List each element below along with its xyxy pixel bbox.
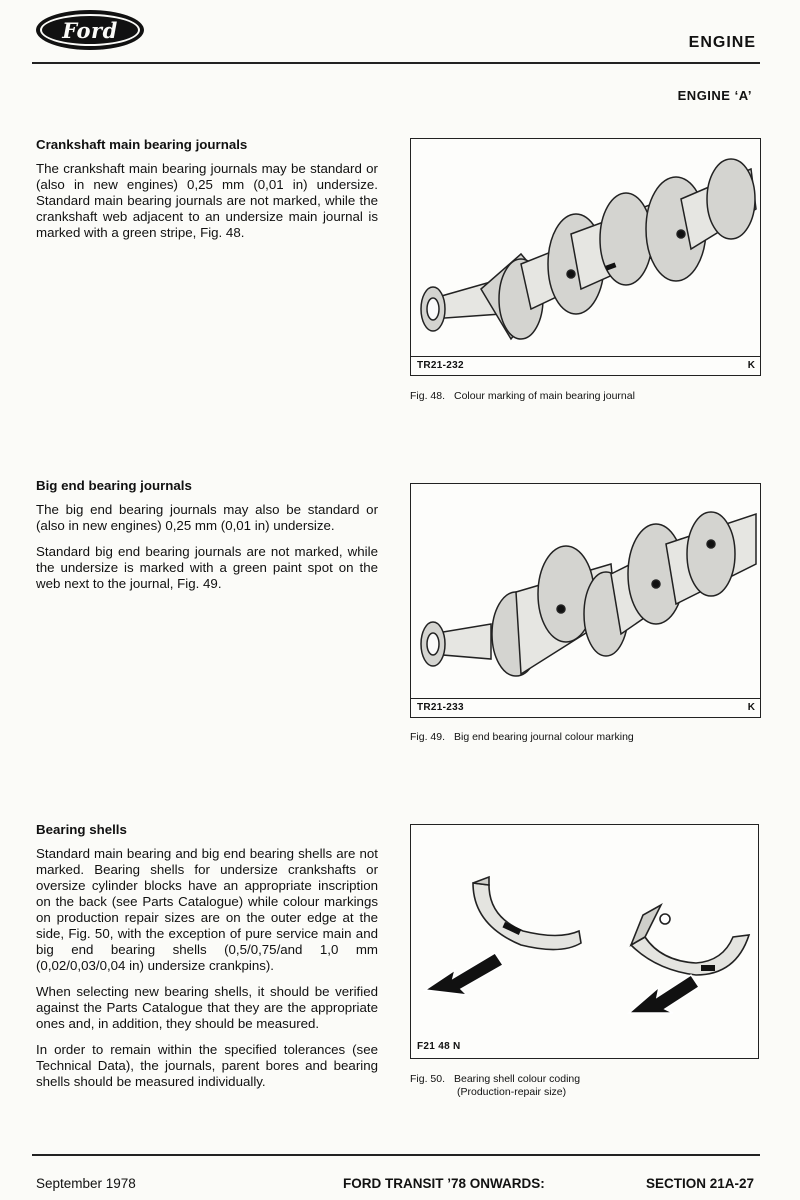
bearing-shells-drawing [411, 825, 758, 1058]
main-bearing-section [36, 137, 378, 251]
big-end-section [36, 478, 378, 602]
fig50-number: Fig. 50. [410, 1073, 446, 1085]
bearing-shells-paragraph-3: In order to remain within the specified tolerances (see Technical Data), the journals, parent bores and bearing shells should be measured individually. [36, 1042, 378, 1089]
subsection-title: ENGINE ‘A’ [677, 88, 752, 103]
fig49-caption [410, 731, 759, 744]
footer-rule [32, 1154, 760, 1156]
big-end-paragraph-2: Standard big end bearing journals are not marked, while the undersize is marked with a green paint spot on the web next to the journal, Fig. 49. [36, 544, 378, 591]
bearing-shells-heading: Bearing shells [36, 822, 127, 837]
footer-title: FORD TRANSIT ’78 ONWARDS: [343, 1176, 545, 1191]
fig50-caption [410, 1073, 759, 1099]
fig49-mark: K [747, 702, 755, 713]
fig49-illustration [410, 483, 761, 718]
fig49-label-band [411, 698, 760, 699]
ford-logo [36, 10, 144, 50]
crankshaft-drawing [411, 139, 760, 375]
bearing-shells-section [36, 822, 378, 1100]
footer-section: SECTION 21A-27 [645, 1176, 754, 1191]
fig49-code: TR21-233 [417, 702, 464, 713]
big-end-heading: Big end bearing journals [36, 478, 192, 493]
fig48-code: TR21-232 [417, 360, 464, 371]
fig48-caption [410, 390, 759, 403]
header-rule [32, 62, 760, 64]
fig49-caption-text: Big end bearing journal colour marking [454, 731, 634, 743]
main-bearing-heading: Crankshaft main bearing journals [36, 137, 248, 152]
fig50-code: F21 48 N [417, 1041, 461, 1052]
fig50-caption-line2: (Production-repair size) [457, 1086, 567, 1098]
fig48-caption-text: Colour marking of main bearing journal [454, 390, 635, 402]
bearing-shells-paragraph-1: Standard main bearing and big end bearing shells are not marked. Bearing shells for undersize crankshafts or oversize cylinder blocks have an appropriate inscription on the back (see Parts Catalogue) while colour markings on production repair sizes are on the outer edge at the side, Fig. 50, with the exception of pure service main and big end bearing shells (0,5/0,75/and 1,0 mm (0,02/0,03/0,04 in) undersize crankpins). [36, 846, 378, 973]
main-bearing-paragraph: The crankshaft main bearing journals may be standard or (also in new engines) 0,25 mm (0,01 in) undersize. Standard main bearing journals are not marked, while the crankshaft web adjacent to an undersize main journal is marked with a green stripe, Fig. 48. [36, 161, 378, 240]
fig49-number: Fig. 49. [410, 731, 446, 743]
section-title: ENGINE [688, 34, 756, 51]
logo-text: Ford [40, 14, 140, 46]
crankshaft-big-end-drawing [411, 484, 760, 717]
fig48-mark: K [747, 360, 755, 371]
fig50-caption-text: Bearing shell colour coding [454, 1073, 581, 1085]
bearing-shells-paragraph-2: When selecting new bearing shells, it should be verified against the Parts Catalogue that they are the appropriate ones and, in addition, they should be measured. [36, 984, 378, 1031]
fig48-number: Fig. 48. [410, 390, 446, 402]
fig48-illustration [410, 138, 761, 376]
big-end-paragraph-1: The big end bearing journals may also be standard or (also in new engines) 0,25 mm (0,01 in) undersize. [36, 502, 378, 533]
fig50-illustration [410, 824, 759, 1059]
fig48-label-band [411, 356, 760, 357]
footer-date: September 1978 [36, 1176, 136, 1191]
